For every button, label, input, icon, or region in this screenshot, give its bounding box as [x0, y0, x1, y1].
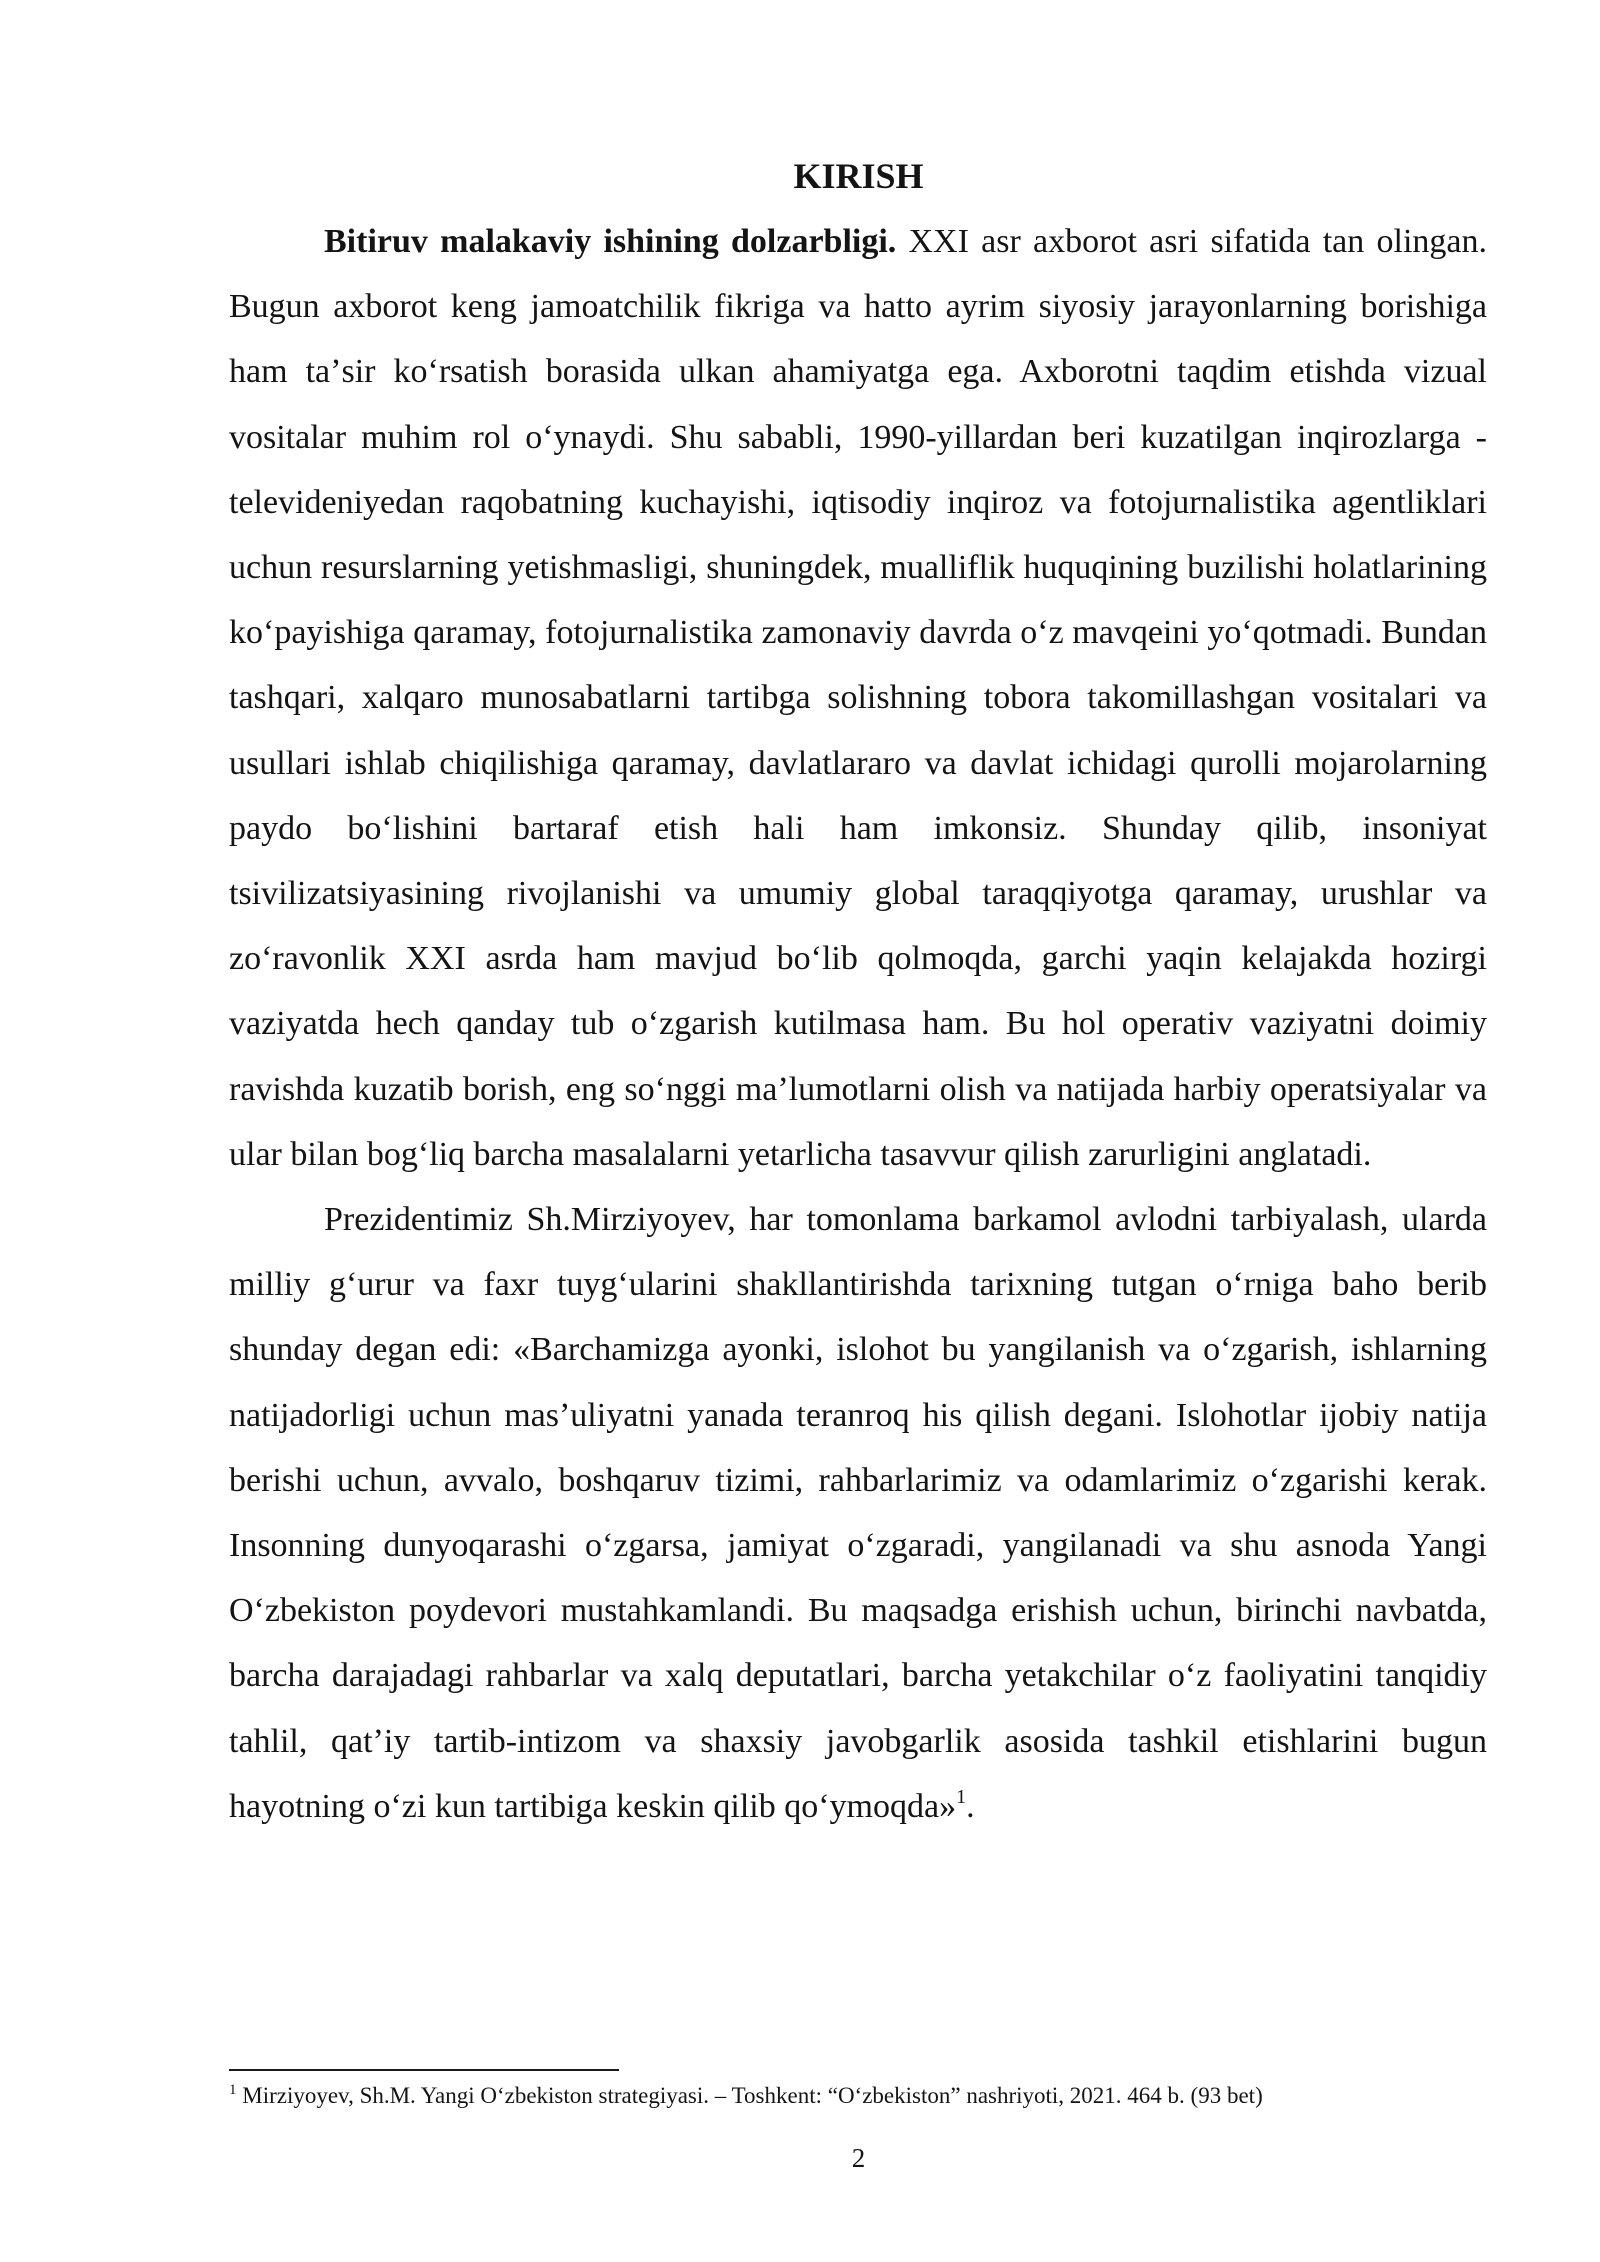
paragraph-president-quote	[229, 1187, 1487, 1839]
body-text	[229, 209, 1487, 1839]
paragraph-lead: Bitiruv malakaviy ishining dolzarbligi.	[324, 223, 897, 260]
paragraph-relevance	[229, 209, 1487, 1187]
page-number: 2	[851, 2143, 866, 2173]
page-heading: KIRISH	[793, 156, 924, 196]
footnote	[229, 2080, 1529, 2112]
footnote-text: Mirziyoyev, Sh.M. Yangi Oʻzbekiston strategiyasi. – Toshkent: “Oʻzbekiston” nashriyoti, 2021. 464 b. (93 bet)	[236, 2083, 1263, 2108]
paragraph-tail: .	[966, 1787, 975, 1825]
footnote-separator	[229, 2069, 619, 2071]
paragraph-text: XXI asr axborot asri sifatida tan olingan. Bugun axborot keng jamoatchilik fikriga va hatto ayrim siyosiy jarayonlarning borishiga ham taʼsir koʻrsatish borasida ulkan ahamiyatga ega. Axborotni taqdim etishda vizual vositalar muhim rol oʻynaydi. Shu sababli, 1990-yillardan beri kuzatilgan inqirozlarga - televideniyedan raqobatning kuchayishi, iqtisodiy inqiroz va fotojurnalistika agentliklari uchun resurslarning yetishmasligi, shuningdek, mualliflik huquqining buzilishi holatlarining koʻpayishiga qaramay, fotojurnalistika zamonaviy davrda oʻz mavqeini yoʻqotmadi. Bundan tashqari, xalqaro munosabatlarni tartibga solishning tobora takomillashgan vositalari va usullari ishlab chiqilishiga qaramay, davlatlararo va davlat ichidagi qurolli mojarolarning paydo boʻlishini bartaraf etish hali ham imkonsiz. Shunday qilib, insoniyat tsivilizatsiyasining rivojlanishi va umumiy global taraqqiyotga qaramay, urushlar va zoʻravonlik XXI asrda ham mavjud boʻlib qolmoqda, garchi yaqin kelajakda hozirgi vaziyatda hech qanday tub oʻzgarish kutilmasa ham. Bu hol operativ vaziyatni doimiy ravishda kuzatib borish, eng soʻnggi maʼlumotlarni olish va natijada harbiy operatsiyalar va ular bilan bogʻliq barcha masalalarni yetarlicha tasavvur qilish zarurligini anglatadi.	[229, 223, 1487, 1173]
paragraph-text: Prezidentimiz Sh.Mirziyoyev, har tomonlama barkamol avlodni tarbiyalash, ularda milliy gʻurur va faxr tuygʻularini shakllantirishda tarixning tutgan oʻrniga baho berib shunday degan edi: «Barchamizga ayonki, islohot bu yangilanish va oʻzgarish, ishlarning natijadorligi uchun masʼuliyatni yanada teranroq his qilish degani. Islohotlar ijobiy natija berishi uchun, avvalo, boshqaruv tizimi, rahbarlarimiz va odamlarimiz oʻzgarishi kerak. Insonning dunyoqarashi oʻzgarsa, jamiyat oʻzgaradi, yangilanadi va shu asnoda Yangi Oʻzbekiston poydevori mustahkamlandi. Bu maqsadga erishish uchun, birinchi navbatda, barcha darajadagi rahbarlar va xalq deputatlari, barcha yetakchilar oʻz faoliyatini tanqidiy tahlil, qatʼiy tartib-intizom va shaxsiy javobgarlik asosida tashkil etishlarini bugun hayotning oʻzi kun tartibiga keskin qilib qoʻymoqda»	[229, 1201, 1487, 1825]
footnote-marker: 1	[229, 2082, 237, 2098]
footnote-reference[interactable]: 1	[956, 1785, 967, 1808]
